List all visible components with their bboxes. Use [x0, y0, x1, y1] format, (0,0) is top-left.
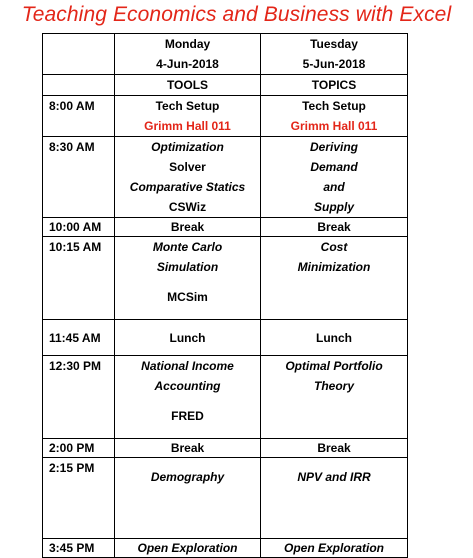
- session-cell: Lunch: [261, 320, 408, 356]
- session-cell: Break: [115, 218, 261, 237]
- monday-day: Monday: [164, 37, 211, 51]
- table-row: [43, 458, 408, 539]
- session-cell: Optimal Portfolio Theory: [261, 356, 408, 439]
- session-cell: National Income Accounting FRED: [115, 356, 261, 439]
- section-time-cell: [43, 75, 115, 96]
- monday-date: 4-Jun-2018: [156, 57, 219, 71]
- tuesday-date: 5-Jun-2018: [302, 57, 366, 71]
- section-header-row: [43, 75, 408, 96]
- time-cell: 12:30 PM: [43, 356, 115, 439]
- time-cell: 10:15 AM: [43, 237, 115, 320]
- topics-label: TOPICS: [311, 78, 357, 92]
- tuesday-day: Tuesday: [310, 37, 358, 51]
- session-cell: Deriving Demand and Supply: [261, 137, 408, 218]
- monday-header: [115, 34, 261, 75]
- session-cell: Open Exploration: [261, 539, 408, 558]
- session-cell: Break: [261, 218, 408, 237]
- schedule-table: [42, 33, 408, 558]
- table-row: [43, 237, 408, 320]
- time-cell: 2:15 PM: [43, 458, 115, 539]
- table-row: [43, 137, 408, 218]
- tools-label: TOOLS: [166, 78, 209, 92]
- session-cell: Lunch: [115, 320, 261, 356]
- session-cell: Tech Setup Grimm Hall 011: [115, 96, 261, 137]
- table-row: [43, 96, 408, 137]
- session-cell: Break: [115, 439, 261, 458]
- page-title: Teaching Economics and Business with Excel: [21, 3, 452, 26]
- time-cell: 10:00 AM: [43, 218, 115, 237]
- time-cell: 11:45 AM: [43, 320, 115, 356]
- table-row: [43, 320, 408, 356]
- time-cell: 3:45 PM: [43, 539, 115, 558]
- session-cell: Optimization Solver Comparative Statics CSWiz: [115, 137, 261, 218]
- session-cell: NPV and IRR: [261, 458, 408, 539]
- session-cell: Demography: [115, 458, 261, 539]
- time-cell: 2:00 PM: [43, 439, 115, 458]
- time-cell: 8:00 AM: [43, 96, 115, 137]
- session-cell: Cost Minimization: [261, 237, 408, 320]
- table-row: [43, 218, 408, 237]
- topics-header: [261, 75, 408, 96]
- session-cell: Tech Setup Grimm Hall 011: [261, 96, 408, 137]
- table-row: [43, 356, 408, 439]
- table-row: [43, 439, 408, 458]
- time-header-cell: [43, 34, 115, 75]
- tools-header: [115, 75, 261, 96]
- session-cell: Break: [261, 439, 408, 458]
- session-cell: Monte Carlo Simulation MCSim: [115, 237, 261, 320]
- session-cell: Open Exploration: [115, 539, 261, 558]
- tuesday-header: [261, 34, 408, 75]
- table-row: [43, 539, 408, 558]
- day-header-row: [43, 34, 408, 75]
- time-cell: 8:30 AM: [43, 137, 115, 218]
